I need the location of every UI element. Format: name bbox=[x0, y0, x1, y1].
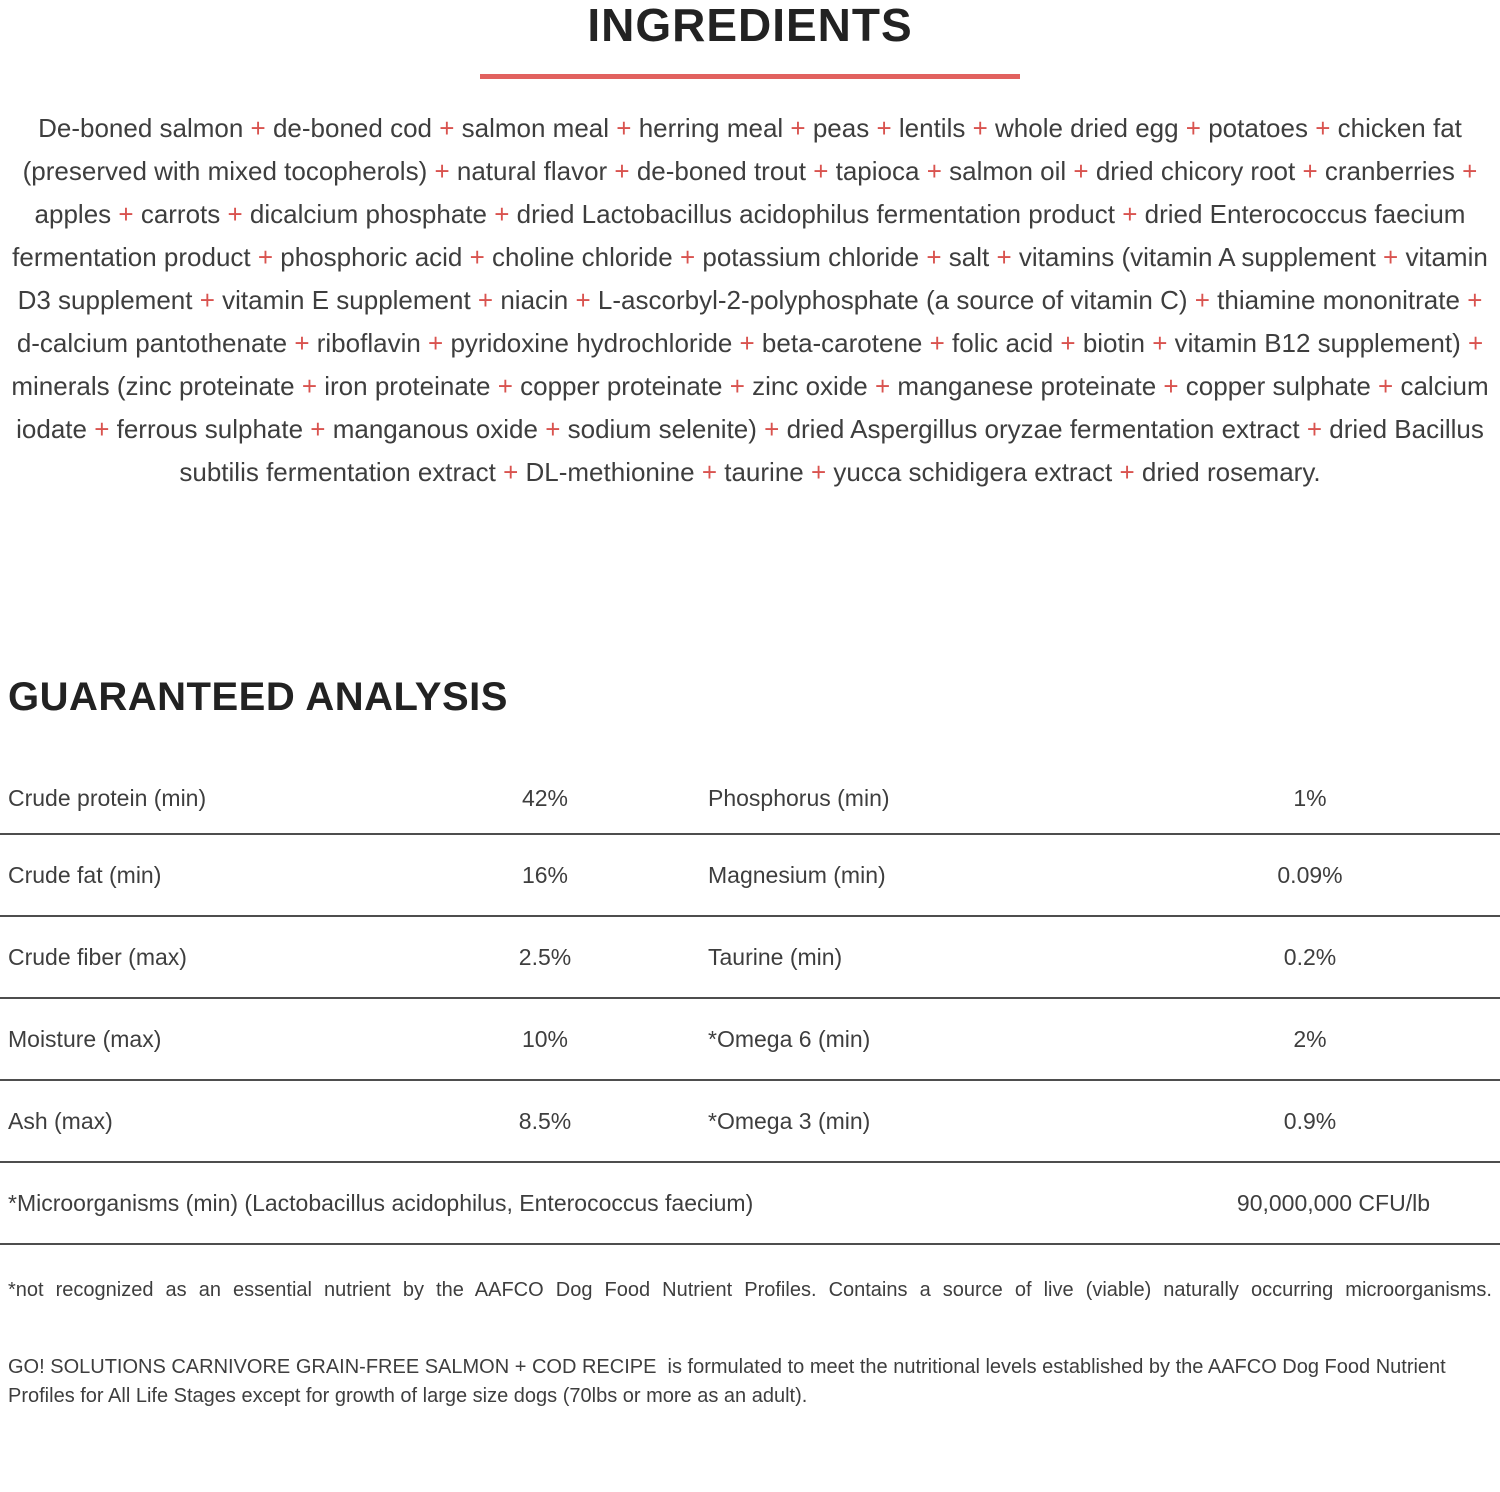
ingredient-item: whole dried egg bbox=[995, 113, 1179, 143]
ingredient-item: vitamin E supplement bbox=[222, 285, 471, 315]
ingredient-item: d-calcium pantothenate bbox=[16, 328, 288, 358]
plus-separator-icon: + bbox=[1460, 328, 1484, 358]
ingredient-item: de-boned trout bbox=[636, 156, 806, 186]
ingredient-item: minerals (zinc proteinate bbox=[11, 371, 295, 401]
table-row bbox=[0, 999, 1500, 1081]
ingredient-item: zinc oxide bbox=[752, 371, 868, 401]
plus-separator-icon: + bbox=[420, 328, 451, 358]
ingredient-item: dried Bacillus subtilis fermentation extract bbox=[179, 414, 1484, 487]
ingredient-item: dried Lactobacillus acidophilus fermentation product bbox=[516, 199, 1115, 229]
plus-separator-icon: + bbox=[86, 414, 117, 444]
ingredient-item: dried Aspergillus oryzae fermentation extract bbox=[786, 414, 1300, 444]
microorganisms-row bbox=[0, 1163, 1500, 1245]
ingredient-item: riboflavin bbox=[316, 328, 421, 358]
ingredient-item: de-boned cod bbox=[272, 113, 432, 143]
plus-separator-icon: + bbox=[1144, 328, 1175, 358]
plus-separator-icon: + bbox=[427, 156, 457, 186]
ingredients-header bbox=[0, 0, 1500, 79]
ingredients-list bbox=[0, 107, 1500, 494]
plus-separator-icon: + bbox=[1178, 113, 1209, 143]
ingredient-item: copper proteinate bbox=[520, 371, 723, 401]
plus-separator-icon: + bbox=[609, 113, 639, 143]
ingredient-item: L-ascorbyl-2-polyphosphate (a source of vitamin C) bbox=[597, 285, 1188, 315]
plus-separator-icon: + bbox=[432, 113, 462, 143]
plus-separator-icon: + bbox=[922, 328, 953, 358]
ingredient-item: De-boned salmon bbox=[38, 113, 244, 143]
ingredient-item: dicalcium phosphate bbox=[249, 199, 487, 229]
ingredient-item: apples bbox=[34, 199, 112, 229]
plus-separator-icon: + bbox=[722, 371, 753, 401]
ingredient-item: choline chloride bbox=[492, 242, 673, 272]
nutrient-label: Phosphorus (min) bbox=[708, 784, 890, 811]
nutrient-value: 0.2% bbox=[1283, 943, 1337, 970]
ingredient-item: tapioca bbox=[835, 156, 920, 186]
ingredient-item: chicken fat (preserved with mixed tocopherols) bbox=[22, 113, 1462, 186]
plus-separator-icon: + bbox=[303, 414, 333, 444]
ingredient-item: niacin bbox=[500, 285, 569, 315]
nutrient-label: *Omega 6 (min) bbox=[708, 1025, 871, 1052]
table-row bbox=[0, 917, 1500, 999]
ingredient-item: vitamin D3 supplement bbox=[17, 242, 1488, 315]
nutrient-value: 10% bbox=[521, 1025, 569, 1052]
ingredient-item: salmon oil bbox=[949, 156, 1067, 186]
table-row bbox=[0, 835, 1500, 917]
plus-separator-icon: + bbox=[495, 457, 526, 487]
ingredient-item: carrots bbox=[140, 199, 221, 229]
plus-separator-icon: + bbox=[1066, 156, 1096, 186]
ingredient-item: vitamins (vitamin A supplement bbox=[1018, 242, 1376, 272]
ingredient-item: manganese proteinate bbox=[897, 371, 1157, 401]
plus-separator-icon: + bbox=[1053, 328, 1083, 358]
ingredient-item: potassium chloride bbox=[702, 242, 920, 272]
plus-separator-icon: + bbox=[919, 156, 950, 186]
ingredient-item: taurine bbox=[724, 457, 804, 487]
plus-separator-icon: + bbox=[486, 199, 517, 229]
plus-separator-icon: + bbox=[568, 285, 598, 315]
nutrient-value: 0.9% bbox=[1283, 1107, 1337, 1134]
plus-separator-icon: + bbox=[1114, 199, 1145, 229]
ingredient-item: lentils bbox=[898, 113, 966, 143]
plus-separator-icon: + bbox=[1370, 371, 1401, 401]
plus-separator-icon: + bbox=[694, 457, 725, 487]
nutrient-label: Crude fat (min) bbox=[8, 861, 162, 888]
nutrient-label: Magnesium (min) bbox=[708, 861, 886, 888]
ingredient-item: DL-methionine bbox=[525, 457, 695, 487]
plus-separator-icon: + bbox=[250, 242, 281, 272]
plus-separator-icon: + bbox=[867, 371, 898, 401]
plus-separator-icon: + bbox=[1187, 285, 1218, 315]
aafco-footnote: *not recognized as an essential nutrient by the AAFCO Dog Food Nutrient Profiles. Contains a source of live (viable) naturally occurring microorganisms. bbox=[8, 1279, 1492, 1301]
guaranteed-analysis-table bbox=[0, 763, 1500, 1245]
ingredient-item: salmon meal bbox=[461, 113, 610, 143]
ingredient-item: folic acid bbox=[952, 328, 1054, 358]
plus-separator-icon: + bbox=[243, 113, 273, 143]
plus-separator-icon: + bbox=[1299, 414, 1330, 444]
ingredient-item: peas bbox=[812, 113, 870, 143]
table-row bbox=[0, 1081, 1500, 1163]
nutrient-label: Ash (max) bbox=[8, 1107, 113, 1134]
ingredient-item: iron proteinate bbox=[324, 371, 491, 401]
plus-separator-icon: + bbox=[732, 328, 762, 358]
nutrient-value: 0.09% bbox=[1277, 861, 1343, 888]
nutrient-value: 2.5% bbox=[518, 943, 572, 970]
ingredient-item: copper sulphate bbox=[1185, 371, 1371, 401]
ingredient-item: biotin bbox=[1082, 328, 1145, 358]
plus-separator-icon: + bbox=[1454, 156, 1478, 186]
plus-separator-icon: + bbox=[1112, 457, 1142, 487]
plus-separator-icon: + bbox=[287, 328, 317, 358]
guaranteed-analysis-title: GUARANTEED ANALYSIS bbox=[8, 675, 508, 719]
ingredient-item: dried rosemary. bbox=[1141, 457, 1321, 487]
microorganisms-label: *Microorganisms (min) (Lactobacillus acidophilus, Enterococcus faecium) bbox=[8, 1189, 754, 1216]
ingredient-item: pyridoxine hydrochloride bbox=[450, 328, 733, 358]
plus-separator-icon: + bbox=[919, 242, 949, 272]
ingredients-title: INGREDIENTS bbox=[587, 0, 913, 51]
plus-separator-icon: + bbox=[756, 414, 787, 444]
plus-separator-icon: + bbox=[805, 156, 836, 186]
nutrient-value: 2% bbox=[1293, 1025, 1327, 1052]
plus-separator-icon: + bbox=[869, 113, 899, 143]
plus-separator-icon: + bbox=[1307, 113, 1338, 143]
ingredient-item: natural flavor bbox=[456, 156, 608, 186]
ingredient-item: cranberries bbox=[1324, 156, 1455, 186]
microorganisms-value: 90,000,000 CFU/lb bbox=[1236, 1189, 1430, 1216]
formulation-statement: GO! SOLUTIONS CARNIVORE GRAIN-FREE SALMON + COD RECIPE is formulated to meet the nutritional levels established by the AAFCO Dog Food Nutrient Profiles for All Life Stages except for growth of large size dogs (70lbs or more as an adult). bbox=[8, 1356, 1452, 1407]
ingredient-item: calcium iodate bbox=[16, 371, 1489, 444]
table-row bbox=[0, 763, 1500, 835]
ingredient-item: manganous oxide bbox=[332, 414, 538, 444]
plus-separator-icon: + bbox=[462, 242, 493, 272]
ingredient-item: phosphoric acid bbox=[280, 242, 463, 272]
nutrient-value: 1% bbox=[1293, 784, 1327, 811]
plus-separator-icon: + bbox=[111, 199, 141, 229]
ingredient-item: thiamine mononitrate bbox=[1217, 285, 1460, 315]
plus-separator-icon: + bbox=[803, 457, 834, 487]
nutrient-label: Taurine (min) bbox=[708, 943, 843, 970]
nutrient-label: Moisture (max) bbox=[8, 1025, 162, 1052]
plus-separator-icon: + bbox=[672, 242, 703, 272]
ingredient-item: beta-carotene bbox=[761, 328, 923, 358]
plus-separator-icon: + bbox=[1375, 242, 1406, 272]
plus-separator-icon: + bbox=[965, 113, 995, 143]
plus-separator-icon: + bbox=[294, 371, 325, 401]
ingredient-item: dried Enterococcus faecium fermentation product bbox=[12, 199, 1466, 272]
nutrient-label: Crude protein (min) bbox=[8, 784, 207, 811]
ingredient-item: herring meal bbox=[638, 113, 784, 143]
plus-separator-icon: + bbox=[470, 285, 501, 315]
ingredient-item: salt bbox=[948, 242, 990, 272]
nutrient-value: 8.5% bbox=[518, 1107, 572, 1134]
nutrient-label: Crude fiber (max) bbox=[8, 943, 187, 970]
nutrient-value: 42% bbox=[521, 784, 569, 811]
nutrient-value: 16% bbox=[521, 861, 569, 888]
ingredient-item: yucca schidigera extract bbox=[833, 457, 1113, 487]
title-underline-rule bbox=[480, 74, 1020, 79]
ingredient-item: vitamin B12 supplement) bbox=[1174, 328, 1461, 358]
plus-separator-icon: + bbox=[1459, 285, 1483, 315]
plus-separator-icon: + bbox=[989, 242, 1019, 272]
plus-separator-icon: + bbox=[490, 371, 521, 401]
plus-separator-icon: + bbox=[783, 113, 813, 143]
plus-separator-icon: + bbox=[537, 414, 568, 444]
plus-separator-icon: + bbox=[220, 199, 250, 229]
plus-separator-icon: + bbox=[607, 156, 637, 186]
ingredient-item: dried chicory root bbox=[1095, 156, 1296, 186]
plus-separator-icon: + bbox=[192, 285, 223, 315]
plus-separator-icon: + bbox=[1295, 156, 1325, 186]
plus-separator-icon: + bbox=[1156, 371, 1186, 401]
ingredient-item: sodium selenite) bbox=[567, 414, 757, 444]
nutrient-label: *Omega 3 (min) bbox=[708, 1107, 871, 1134]
ingredient-item: potatoes bbox=[1208, 113, 1308, 143]
ingredient-item: ferrous sulphate bbox=[116, 414, 304, 444]
